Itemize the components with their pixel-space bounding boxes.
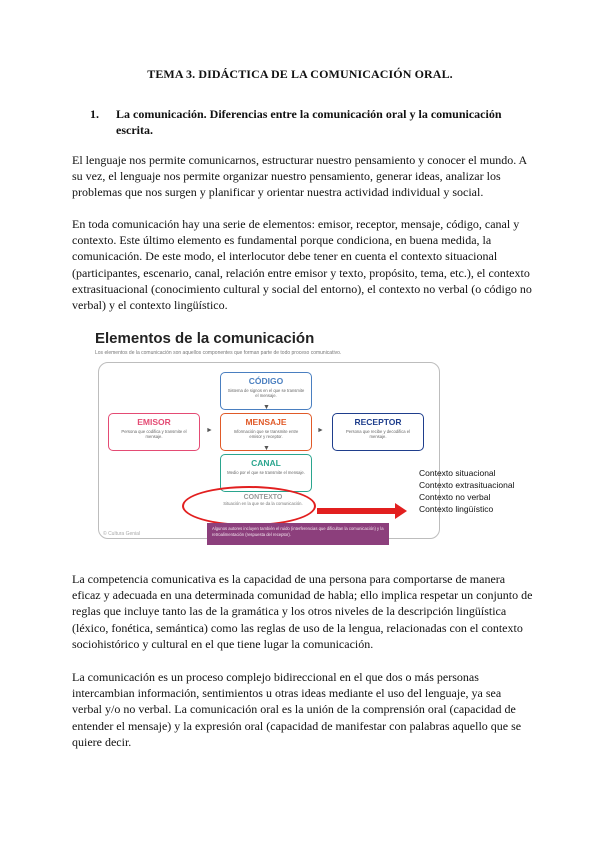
figure-subtitle: Los elementos de la comunicación son aquellos componentes que forman parte de todo proceso comunicativo. xyxy=(95,350,342,356)
context-item: Contexto situacional xyxy=(419,468,496,478)
paragraph-lenguaje: El lenguaje nos permite comunicarnos, estructurar nuestro pensamiento y conocer el mundo. A su vez, el lenguaje nos permite organizar nuestro pensamiento, generar ideas, analizar los problemas que nos surgen y planificar y orientar nuestra actividad individual y social. xyxy=(72,153,527,200)
box-canal-title: CANAL xyxy=(251,458,281,468)
context-list xyxy=(419,467,514,515)
box-receptor-title: RECEPTOR xyxy=(354,417,402,427)
arrow-right-icon: ► xyxy=(317,427,324,434)
box-codigo-title: CÓDIGO xyxy=(248,376,284,386)
context-item: Contexto no verbal xyxy=(419,492,491,502)
section-heading-text: La comunicación. Diferencias entre la comunicación oral y la comunicación escrita. xyxy=(116,107,502,137)
contexto-highlight-ellipse xyxy=(182,486,316,526)
arrow-down-icon: ▼ xyxy=(263,445,270,452)
figure-copyright: © Cultura Genial xyxy=(103,531,141,537)
box-contexto-title: CONTEXTO xyxy=(243,494,283,501)
section-number: 1. xyxy=(90,107,99,121)
red-arrow-head-icon xyxy=(395,503,407,519)
arrow-down-icon: ▼ xyxy=(263,404,270,411)
arrow-right-icon: ► xyxy=(206,427,213,434)
box-emisor xyxy=(108,413,200,451)
box-codigo-desc: Sistema de signos en el que se transmite el mensaje. xyxy=(227,388,305,398)
communication-elements-figure xyxy=(95,330,515,550)
paragraph-elementos: En toda comunicación hay una serie de elementos: emisor, receptor, mensaje, código, canal y contexto. Este último elemento es fundamental porque condiciona, en buena medida, la comunicación. De este modo, el interlocutor debe tener en cuenta el contexto situacional (participantes, escenario, canal, relación entre emisor y texto, propósito, tema, etc.), el contexto extrasituacional (conocimiento cultural y social del entorno), el contexto no verbal (o código no verbal) y el contexto lingüístico. xyxy=(72,217,532,313)
paragraph-competencia: La competencia comunicativa es la capacidad de una persona para comportarse de manera eficaz y adecuada en una determinada comunidad de habla; ello implica respetar un conjunto de reglas que incluye tanto las de la gramática y los otros niveles de la descripción lingüística (léxico, fonética, semántica) como las reglas de uso de la lengua, relacionadas con el contexto sociohistórico y cultural en el que tiene lugar la comunicación. xyxy=(72,572,533,651)
section-heading xyxy=(90,106,516,138)
paragraph-proceso: La comunicación es un proceso complejo bidireccional en el que dos o más personas intercambian información, sentimientos u otras ideas mediante el uso del lenguaje, ya sea verbal y/o no verbal. La comunicación oral es la unión de la comprensión oral (capacidad de entender el mensaje) y la expresión oral (capacidad de manifestar con palabras aquello que se quiere decir. xyxy=(72,670,522,749)
box-mensaje-title: MENSAJE xyxy=(245,417,287,427)
box-canal-desc: Medio por el que se transmite el mensaje. xyxy=(227,470,305,475)
document-title: TEMA 3. DIDÁCTICA DE LA COMUNICACIÓN ORAL. xyxy=(147,67,453,81)
context-item: Contexto lingüístico xyxy=(419,504,494,514)
box-receptor xyxy=(332,413,424,451)
box-contexto-desc: Situación en la que se da la comunicación. xyxy=(223,501,303,506)
box-receptor-desc: Persona que recibe y decodifica el mensaje. xyxy=(345,429,410,439)
box-emisor-desc: Persona que codifica y transmite el mensaje. xyxy=(121,429,187,439)
red-arrow-icon xyxy=(317,508,397,514)
box-mensaje-desc: Información que se transmite entre emisor y receptor. xyxy=(233,429,299,439)
figure-note: Algunos autores incluyen también el ruido (interferencias que dificultan la comunicación) y la retroalimentación (respuesta del receptor). xyxy=(207,523,389,545)
figure-title: Elementos de la comunicación xyxy=(95,330,315,347)
box-emisor-title: EMISOR xyxy=(137,417,171,427)
context-item: Contexto extrasituacional xyxy=(419,480,515,490)
